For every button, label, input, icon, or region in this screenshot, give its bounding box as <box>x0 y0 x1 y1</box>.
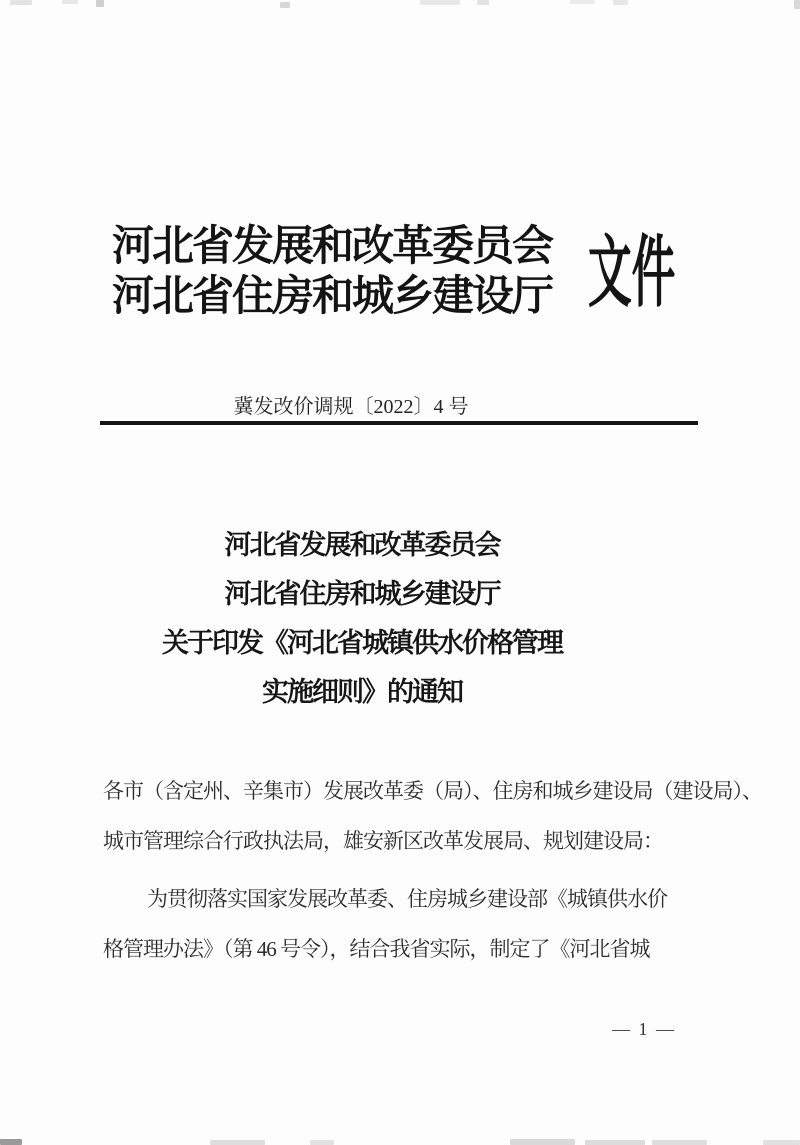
title-line-1: 河北省发展和改革委员会 <box>224 530 500 560</box>
scan-artifact <box>420 0 460 5</box>
document-title <box>62 521 662 717</box>
scan-artifact <box>62 0 78 4</box>
scan-artifact <box>510 1139 575 1145</box>
scan-artifact <box>310 1140 334 1145</box>
paragraph-line-2: 格管理办法》（第 46 号令），结合我省实际，制定了《河北省城 <box>103 937 650 961</box>
paragraph-line-1: 为贯彻落实国家发展改革委、住房城乡建设部《城镇供水价 <box>147 887 667 911</box>
scan-artifact <box>652 1140 707 1145</box>
letterhead-divider <box>100 421 698 425</box>
scan-artifact <box>280 2 290 8</box>
letterhead-document-word: 文件 <box>588 229 676 316</box>
letterhead-org-names <box>112 222 552 322</box>
document-number: 冀发改价调规〔2022〕4 号 <box>233 396 469 418</box>
scan-artifact <box>613 0 628 5</box>
org-name-line-1: 河北省发展和改革委员会 <box>112 224 553 270</box>
org-name-line-2: 河北省住房和城乡建设厅 <box>112 274 553 320</box>
scan-artifact <box>794 0 800 9</box>
scan-artifact <box>0 1139 22 1145</box>
scan-artifact <box>477 0 489 5</box>
title-line-3: 关于印发《河北省城镇供水价格管理 <box>162 628 562 658</box>
title-line-2: 河北省住房和城乡建设厅 <box>224 579 500 609</box>
title-line-4: 实施细则》的通知 <box>262 677 462 707</box>
scan-artifact <box>210 1140 265 1145</box>
scan-artifact <box>96 0 104 7</box>
scan-artifact <box>585 1140 645 1145</box>
scan-artifact <box>763 1140 800 1145</box>
scan-artifact <box>570 0 595 4</box>
recipients-line-2: 城市管理综合行政执法局，雄安新区改革发展局、规划建设局： <box>103 829 663 853</box>
recipients-line-1: 各市（含定州、辛集市）发展改革委（局）、住房和城乡建设局（建设局）、 <box>103 779 762 803</box>
page-number: — 1 — <box>612 1019 676 1039</box>
scan-artifact <box>10 0 32 5</box>
